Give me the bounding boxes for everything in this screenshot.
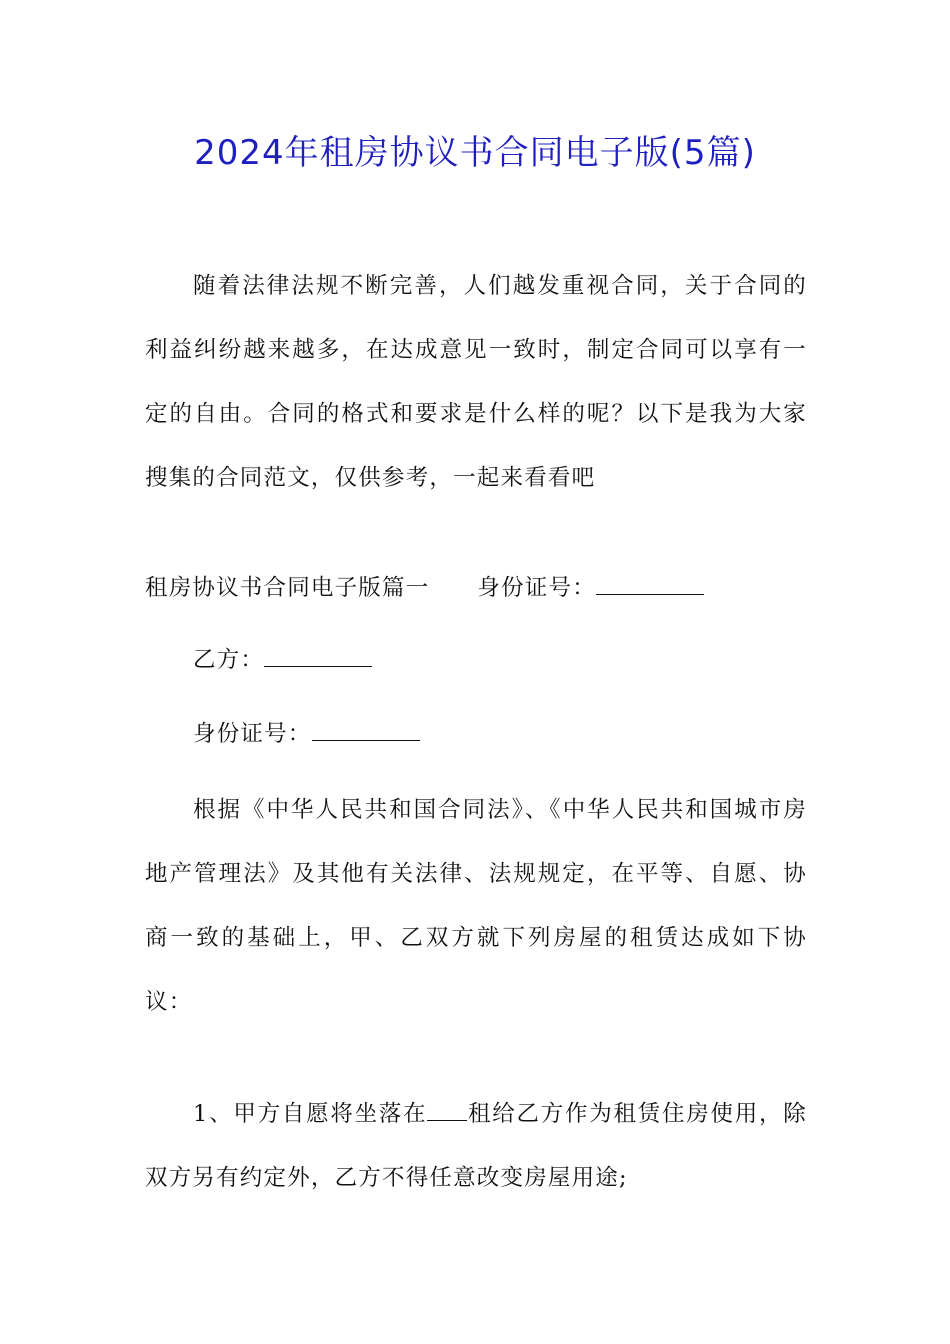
party-b-id-label: 身份证号： [193, 721, 312, 747]
section-heading-line [145, 556, 807, 620]
location-blank [427, 1098, 467, 1121]
clause-1-part-1: 1、甲方自愿将坐落在 [193, 1101, 428, 1127]
party-b-id-line [145, 702, 807, 766]
clause-1-paragraph [145, 1082, 807, 1210]
document-title: 2024年租房协议书合同电子版(5篇) [194, 133, 756, 173]
clause-1-block [145, 1082, 807, 1210]
clause-1-part-2: 租给乙方作为租赁住房使用，除双方另有约定外，乙方不得任意改变房屋用途; [145, 1101, 807, 1191]
party-b-id-blank [312, 718, 420, 741]
section-heading: 租房协议书合同电子版篇一 [145, 575, 430, 601]
intro-block [145, 254, 807, 510]
id-number-blank [596, 572, 704, 595]
party-b-label: 乙方： [193, 647, 265, 673]
party-b-blank [264, 644, 372, 667]
basis-paragraph: 根据《中华人民共和国合同法》、《中华人民共和国城市房地产管理法》及其他有关法律、法规规定，在平等、自愿、协商一致的基础上，甲、乙双方就下列房屋的租赁达成如下协议： [145, 797, 807, 1015]
party-b-line [145, 628, 807, 692]
basis-block [145, 778, 807, 1034]
intro-paragraph: 随着法律法规不断完善，人们越发重视合同，关于合同的利益纠纷越来越多，在达成意见一致时，制定合同可以享有一定的自由。合同的格式和要求是什么样的呢？以下是我为大家搜集的合同范文，仅供参考，一起来看看吧 [145, 273, 807, 491]
id-number-label: 身份证号： [477, 575, 596, 601]
